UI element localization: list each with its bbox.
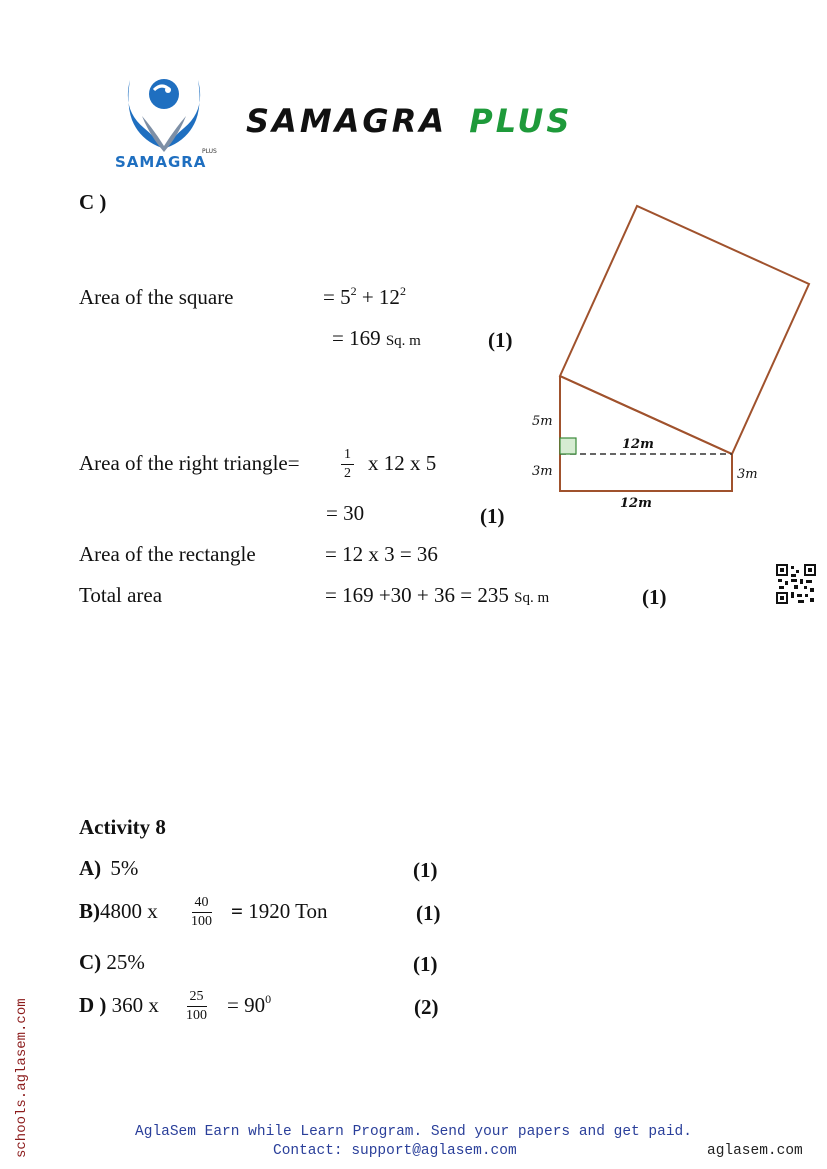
brand-main: SAMAGRA: [246, 102, 448, 140]
activity8-c: [79, 950, 145, 975]
rectangle-area-label: Area of the rectangle: [79, 542, 256, 566]
total-area-equation: [325, 583, 549, 608]
activity8-b-mark: (1): [416, 901, 441, 925]
activity8-b-denominator: 100: [191, 914, 212, 929]
brand-plus: PLUS: [469, 102, 573, 140]
figure-square: [560, 206, 809, 454]
logo-plus-text: PLUS: [202, 148, 217, 155]
activity8-d-denominator: 100: [186, 1008, 207, 1023]
figure-label-12m-top: 12m: [622, 437, 654, 452]
square-eq-exp2: 2: [399, 284, 406, 298]
square-eq-base1: = 5: [323, 285, 351, 309]
activity8-c-label: C): [79, 950, 102, 974]
activity8-d-label: D ): [79, 993, 107, 1017]
square-area-result: [332, 326, 421, 351]
brand-title: [246, 102, 572, 140]
activity8-b-fraction: [191, 895, 212, 930]
qr-code-icon: [776, 564, 816, 604]
triangle-fraction: [341, 447, 354, 482]
activity8-a-answer: 5%: [110, 856, 139, 880]
activity8-c-mark: (1): [413, 952, 438, 976]
square-eq-exp1: 2: [350, 284, 357, 298]
rectangle-area-equation: = 12 x 3 = 36: [325, 542, 438, 566]
triangle-area-equation: x 12 x 5: [368, 451, 437, 475]
square-area-label: Area of the square: [79, 285, 234, 309]
figure-label-12m-bottom: 12m: [620, 496, 652, 511]
activity8-a-mark: (1): [413, 858, 438, 882]
activity8-d-result: [227, 993, 271, 1018]
triangle-area-result: = 30: [326, 501, 365, 525]
activity8-a: [79, 856, 138, 881]
total-area-label: Total area: [79, 583, 163, 607]
square-result-value: = 169: [332, 326, 381, 350]
activity8-heading: Activity 8: [79, 815, 166, 839]
activity8-d-degree: 0: [265, 992, 272, 1006]
figure-label-3m-right: 3m: [737, 467, 758, 482]
activity8-b-label: B): [79, 899, 100, 923]
total-area-value: = 169 +30 + 36 = 235: [325, 583, 509, 607]
side-watermark-link[interactable]: schools.aglasem.com: [14, 998, 30, 1158]
activity8-b-prefix: 4800 x: [100, 899, 158, 923]
footer-site-link[interactable]: aglasem.com: [707, 1143, 803, 1159]
activity8-d-numerator: 25: [187, 989, 207, 1007]
right-angle-marker: [560, 438, 576, 454]
geometry-figure: [525, 200, 817, 520]
figure-label-3m-left: 3m: [532, 464, 553, 479]
triangle-area-label: Area of the right triangle=: [79, 451, 300, 475]
section-c-heading: C ): [79, 190, 107, 214]
square-result-unit: Sq. m: [385, 333, 421, 349]
footer-contact-link[interactable]: Contact: support@aglasem.com: [273, 1143, 517, 1159]
triangle-fraction-denominator: 2: [344, 466, 351, 481]
activity8-b-equals: =: [231, 899, 243, 923]
activity8-b-result: [231, 899, 327, 924]
activity8-a-label: A): [79, 856, 102, 880]
activity8-d-answer: = 90: [227, 993, 266, 1017]
activity8-d: [79, 993, 159, 1018]
logo-text: SAMAGRA: [115, 153, 207, 171]
footer-program-text: AglaSem Earn while Learn Program. Send your papers and get paid.: [135, 1124, 692, 1140]
triangle-mark: (1): [480, 504, 505, 528]
total-area-unit: Sq. m: [514, 590, 550, 606]
activity8-d-fraction: [186, 989, 207, 1024]
square-eq-base2: + 12: [356, 285, 400, 309]
total-mark: (1): [642, 585, 667, 609]
activity8-b: [79, 899, 158, 924]
activity8-d-mark: (2): [414, 995, 439, 1019]
activity8-b-answer: 1920 Ton: [248, 899, 328, 923]
figure-rectangle: [560, 454, 732, 491]
figure-label-5m: 5m: [532, 414, 553, 429]
activity8-c-answer: 25%: [106, 950, 145, 974]
square-area-equation: [323, 285, 406, 310]
square-mark: (1): [488, 328, 513, 352]
activity8-b-numerator: 40: [192, 895, 212, 913]
activity8-d-prefix: 360 x: [111, 993, 159, 1017]
triangle-fraction-numerator: 1: [341, 447, 354, 465]
